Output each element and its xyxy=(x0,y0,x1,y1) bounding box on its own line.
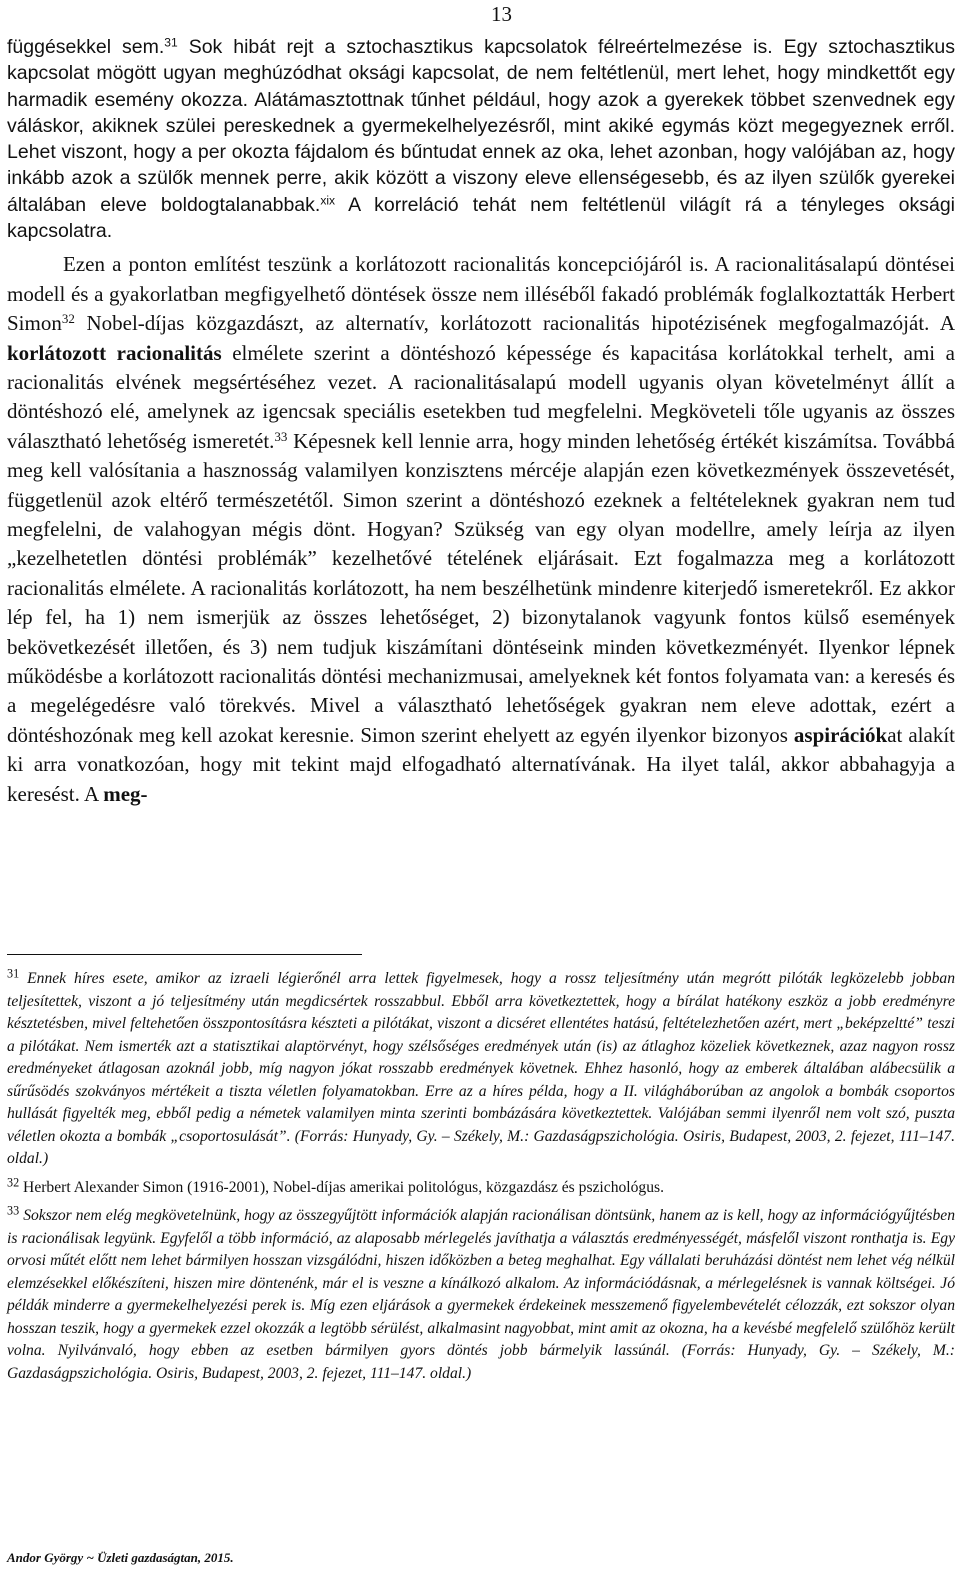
paragraph-text: Ezen a ponton említést teszünk a korlátozott racionalitás koncepciójáról is. A racionalitásalapú döntései modell és a gyakorlatban megfigyelhető döntések össze nem illéséből fakadó problémák foglalkoztatták Herbert Simon xyxy=(7,252,955,336)
footnote-number: 31 xyxy=(7,966,20,981)
paragraph-text: elmélete szerint a döntéshozó képessége és kapacitása korlátokkal terhelt, ami a racionalitás elvének megsértéséhez vezet. A racionalitásalapú modell ugyanis olyan követelményt állít a döntéshozó elé, amelynek az igencsak speciális esetekben tud megfelelni. Megköveteli tőle ugyanis az összes választható lehetőség ismeretét. xyxy=(7,340,955,453)
paragraph-text: A korreláció tehát nem feltétlenül világít rá a tényleges oksági kapcsolatra. xyxy=(7,193,956,243)
paragraph-text: at alakít ki arra vonatkozóan, hogy mit tekint majd elfogadható alternatívának. Ha ilyet talál, akkor abbahagyja a keresést. A xyxy=(7,722,955,806)
body-text xyxy=(7,34,955,809)
footnotes xyxy=(7,968,955,1391)
footnote-separator xyxy=(7,954,362,955)
bold-term-bounded-rationality: korlátozott racionalitás xyxy=(7,340,222,365)
footnote-31 xyxy=(7,968,955,1171)
footnote-ref-31[interactable]: 31 xyxy=(164,35,178,50)
paragraph-text: Sok hibát rejt a sztochasztikus kapcsolatok félreértelmezése is. Egy sztochasztikus kapcsolat mögött ugyan meghúzódhat oksági kapcsolat, de nem feltétlenül, mert lehet, hogy mindkettőt egy harmadik esemény okozza. Alátámasztottnak tűnhet például, hogy azok a gyerekek többet szenvednek egy váláskor, akiknek szülei pereskednek a gyermekelhelyezésről, mint akiké egymás közt megegyeznek erről. Lehet viszont, hogy a per okozta fájdalom és bűntudat ennek az oka, lehet azonban, hogy valójában az, hogy inkább azok a szülők mennek perre, akik között a viszony eleve ellenségesebb, és az ilyen szülők gyerekei általában eleve boldogtalanabbak. xyxy=(7,36,955,216)
footnote-number: 32 xyxy=(7,1175,20,1190)
page-number: 13 xyxy=(491,2,512,26)
paragraph-text: Képesnek kell lennie arra, hogy minden lehetőség értékét kiszámítsa. Továbbá meg kell valósítania a hasznosság valamilyen konzisztens mércéje alapján ezen következmények összevetését, függetlenül azok eltérő természetétől. Simon szerint a döntéshozó ezeknek a feltételeknek gyakran nem tud megfelelni, de valahogyan mégis dönt. Hogyan? Szükség van egy olyan modellre, amely leírja az ilyen „kezelhetetlen döntési problémák” kezelhetővé tételének eljárásait. Ezt fogalmazza meg a korlátozott racionalitás elmélete. A racionalitás korlátozott, ha nem beszélhetünk mindenre kiterjedő ismeretekről. Ez akkor lép fel, ha 1) nem ismerjük az összes lehetőséget, 2) bizonytalanok vagyunk fontos külső események bekövetkezését illetően, és 3) nem tudjuk kiszámítani döntéseink minden következményét. Ilyenkor lépnek működésbe a korlátozott racionalitás döntési mechanizmusai, amelyeknek két fontos folyamata van: a keresés és a megelégedésre való törekvés. Mivel a választható lehetőségek gyakran nem eleve adottak, ezért a döntéshozónak meg kell azokat keresnie. Simon szerint ehelyett az egyén ilyenkor bizonyos xyxy=(7,428,956,747)
footnote-number: 33 xyxy=(7,1203,20,1218)
paragraph-text: függésekkel sem. xyxy=(7,36,165,58)
paragraph-text: Nobel-díjas közgazdászt, az alternatív, korlátozott racionalitás hipotézisének megfogalmazóját. A xyxy=(74,311,955,336)
paragraph-stochastic xyxy=(7,34,955,244)
footnote-text: Sokszor nem elég megkövetelnünk, hogy az összegyűjtött információk alapján racionálisan döntsünk, hanem az is kell, hogy az információgyűjtésben is racionálisak legyünk. Egyfelől a több információ, az alaposabb mérlegelés javíthatja a választás eredményességét, másfelől viszont ronthatja is. Egy orvosi műtét előtt nem lehet bármilyen hosszan vizsgálódni, hiszen időközben a beteg meghalhat. Egy vállalati beruházási döntést nem lehet vég nélkül elemzésekkel előkészíteni, hiszen mire döntenénk, már el is veszne a kínálkozó alkalom. Az információdásnak, a mérlegelésnek is vannak költségei. Jó példák minderre a gyermekelhelyezési perek is. Míg ezen eljárások a gyermekek érdekeinek messzemenő figyelembevételét célozzák, ezt sokszor olyan hosszan teszik, hogy a gyermekek ezzel okozzák a legtöbb sérülést, alkalmasint nagyobbat, mint amit az okozna, ha a kevésbé megfelelő szülőhöz került volna. Nyilvánvaló, hogy ebben az esetben bármilyen gyors döntés jobb bármelyik lassúnál. (Forrás: Hunyady, Gy. – Székely, M.: Gazdaságpszichológia. Osiris, Budapest, 2003, 2. fejezet, 111–147. oldal.) xyxy=(7,1207,955,1382)
paragraph-bounded-rationality xyxy=(7,250,955,809)
footnote-ref-33[interactable]: 33 xyxy=(274,428,288,444)
page-footer: Andor György ~ Üzleti gazdaságtan, 2015. xyxy=(7,1550,234,1565)
footnote-ref-32[interactable]: 32 xyxy=(61,311,75,327)
footnote-32 xyxy=(7,1177,955,1200)
footnote-text: Herbert Alexander Simon (1916-2001), Nobel-díjas amerikai politológus, közgazdász és pszichológus. xyxy=(19,1178,664,1196)
footnote-text: Ennek híres esete, amikor az izraeli légierőnél arra lettek figyelmesek, hogy a rossz teljesítmény után megrótt pilóták legközelebb jobban teljesítettek, viszont a jó teljesítmény után megdicsértek rosszabbul. Ebből arra következtettek, hogy a bírálat hatékony eszköz a jobb eredményre késztetésben, mivel feltehetően összpontosításra készteti a pilótákat, viszont a dicséret ellentétes hatású, feltételezhetően azért, mert „beképzeltté” teszi a pilótákat. Nem ismerték azt a statisztikai alaptörvényt, hogy szélsőséges eredmények után (is) az átlaghoz közeliek következnek, azaz nagyon rossz eredményeket átlagosan azoknál jobb, míg nagyon jókat rosszabb eredmények követnek. Ehhez hasonló, hogy az emberek általában alábecsülik a sűrűsödés szokványos mértékeit a tiszta véletlen folyamatokban. Erre az a híres példa, hogy a II. világháborúban az angolok a bombák csoportos hullását figyelték meg, ebből pedig a németek valamilyen minta szerinti bombázására következtettek. Valójában semmi ilyenről nem volt szó, puszta véletlen okozta a bombák „csoportosulását”. (Forrás: Hunyady, Gy. – Székely, M.: Gazdaságpszichológia. Osiris, Budapest, 2003, 2. fejezet, 111–147. oldal.) xyxy=(7,970,955,1167)
footnote-33 xyxy=(7,1205,955,1385)
endnote-ref-xix[interactable]: xix xyxy=(320,193,336,208)
bold-term-continued: meg- xyxy=(103,781,148,806)
bold-term-aspiration: aspirációk xyxy=(793,722,888,747)
